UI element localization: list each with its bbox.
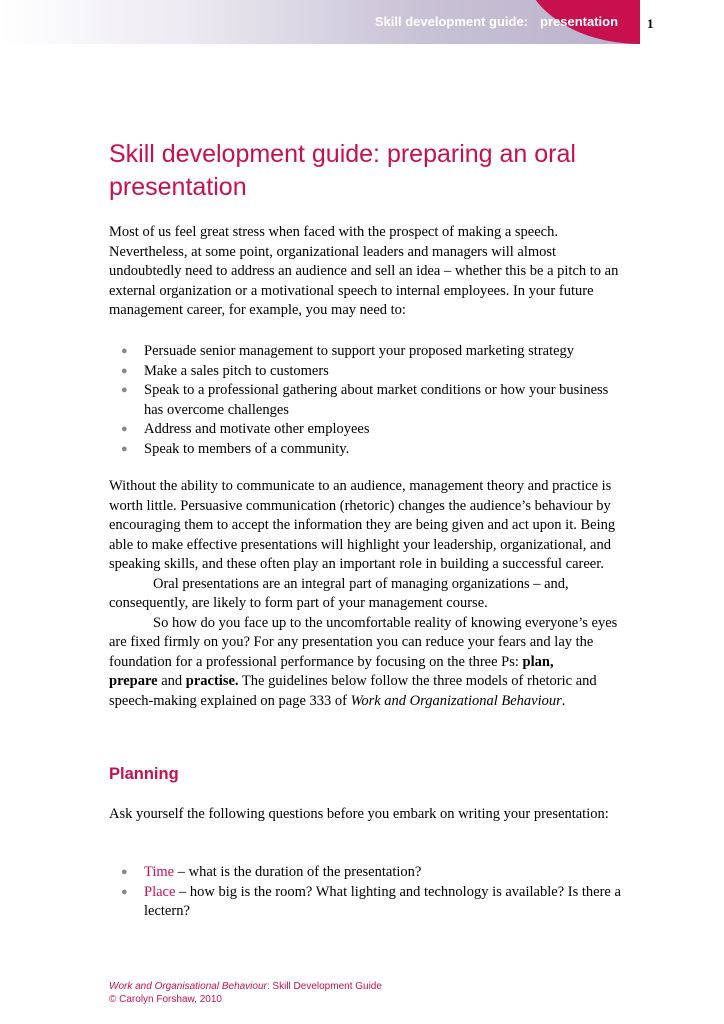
bullet-icon: ● (121, 345, 128, 357)
footer-source: Work and Organisational Behaviour: Skill Development Guide (109, 981, 382, 992)
list-item: ● Persuade senior management to support your proposed marketing strategy (109, 342, 629, 362)
list-item: ● Place – how big is the room? What lighting and technology is available? Is there a lectern? (121, 883, 621, 919)
page-number: 1 (647, 16, 654, 31)
bullet-icon: ● (121, 885, 128, 898)
term: Time (144, 864, 175, 880)
list-item: ● Address and motivate other employees (109, 420, 629, 440)
bullet-list-planning (109, 863, 629, 922)
section-heading-planning: Planning (109, 765, 179, 783)
bullet-icon: ● (121, 364, 128, 377)
intro-paragraph: Most of us feel great stress when faced with the prospect of making a speech. Nevertheless, at some point, organizational leaders and managers will almost undoubtedly need to address an audience and sell an idea – whether this be a pitch to an external organization or a motivational speech to internal employees. In your future management career, for example, you may need to: (109, 224, 619, 318)
header-subtitle: presentation (540, 14, 619, 29)
paragraph-communication: Without the ability to communicate to an audience, management theory and practice is worth little. Persuasive communication (rhetoric) changes the audience’s behaviour by encouraging them to accept the information they are being given and act upon it. Being able to make effective presentations will highlight your leadership, organizational, and speaking skills, and these often play an important role in building a successful career. (109, 478, 616, 572)
footer-copyright: © Carolyn Forshaw, 2010 (109, 994, 222, 1005)
paragraph-oral-presentations: Oral presentations are an integral part of managing organizations – and, consequently, are likely to form part of your management course. (109, 575, 569, 611)
body-section (109, 477, 629, 711)
planning-intro: Ask yourself the following questions before you embark on writing your presentation: (109, 806, 609, 822)
list-item: ● Speak to members of a community. (109, 440, 629, 460)
paragraph-three-ps: So how do you face up to the uncomfortable reality of knowing everyone’s eyes are fixed firmly on you? For any presentation you can reduce your fears and lay the foundation for a professional performance by focusing on the three Ps: plan, prepare and practise. The guidelines below follow the three models of rhetoric and speech-making explained on page 333 of Work and Organizational Behaviour. (109, 614, 618, 709)
bullet-icon: ● (121, 442, 128, 455)
list-item: ● Make a sales pitch to customers (109, 362, 629, 382)
header-title: Skill development guide: (374, 14, 528, 29)
bullet-list-situations (109, 342, 629, 459)
page-title: Skill development guide: preparing an oral presentation (109, 140, 576, 201)
footer (109, 980, 382, 1006)
list-item: ● Time – what is the duration of the presentation? (109, 863, 629, 883)
bullet-icon: ● (121, 866, 128, 878)
bullet-icon: ● (121, 384, 128, 396)
bullet-icon: ● (121, 423, 128, 435)
term: Place (144, 883, 176, 900)
list-item: ● Speak to a professional gathering about market conditions or how your business has overcome challenges (121, 382, 609, 418)
